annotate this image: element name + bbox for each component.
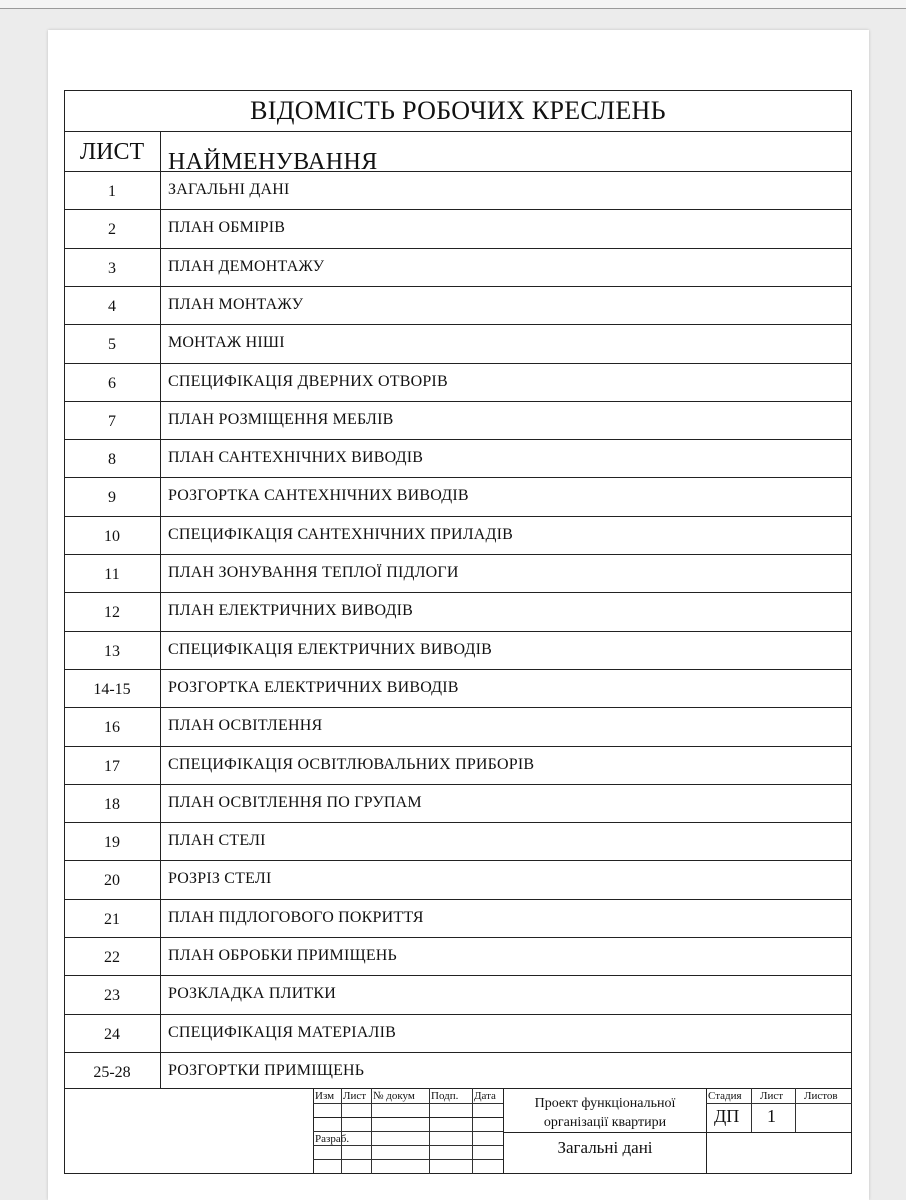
sheet-number: 10 [104, 527, 120, 545]
sheet-name: МОНТАЖ НІШІ [168, 334, 285, 352]
sheet-name: ЗАГАЛЬНІ ДАНІ [168, 181, 290, 198]
table-row [64, 631, 852, 669]
sheet-number: 5 [108, 336, 116, 354]
sheet-name: РОЗГОРТКИ ПРИМІЩЕНЬ [168, 1061, 365, 1079]
sheet-number: 22 [104, 949, 120, 966]
stamp-sheet-label: Лист [760, 1090, 784, 1102]
sheet-number: 14-15 [93, 680, 131, 698]
sheet-name: ПЛАН ОБРОБКИ ПРИМІЩЕНЬ [168, 947, 397, 964]
table-row [64, 592, 852, 630]
sheet-number: 13 [104, 642, 120, 660]
column-header-sheet: ЛИСТ [79, 138, 145, 165]
sheet-name: ПЛАН ЕЛЕКТРИЧНИХ ВИВОДІВ [168, 602, 414, 620]
sheet-number: 9 [108, 489, 116, 507]
project-name-line-2: організації квартири [543, 1115, 667, 1130]
sheet-number: 17 [104, 757, 120, 775]
sheet-name: РОЗГОРТКА ЕЛЕКТРИЧНИХ ВИВОДІВ [168, 678, 459, 696]
sheet-name: ПЛАН РОЗМІЩЕННЯ МЕБЛІВ [168, 410, 394, 428]
sheet-name: ПЛАН ОБМІРІВ [168, 219, 286, 237]
table-row [64, 286, 852, 324]
table-row [64, 171, 852, 209]
sheet-number: 11 [104, 566, 120, 583]
sheet-number: 1 [108, 183, 116, 200]
table-row [64, 439, 852, 477]
table-row [64, 477, 852, 515]
sheet-name: ПЛАН ОСВІТЛЕННЯ [168, 717, 323, 735]
table-row [64, 746, 852, 784]
table-row [64, 209, 852, 247]
viewer-top-bar [0, 0, 906, 9]
stamp-col-list: Лист [343, 1090, 367, 1102]
sheet-name: РОЗКЛАДКА ПЛИТКИ [168, 985, 337, 1003]
project-name [504, 1092, 706, 1134]
sheet-name: ПЛАН САНТЕХНІЧНИХ ВИВОДІВ [168, 449, 424, 467]
table-row [64, 401, 852, 439]
sheet-name: ПЛАН ЗОНУВАННЯ ТЕПЛОЇ ПІДЛОГИ [168, 564, 459, 581]
stamp-stage-value: ДП [714, 1106, 740, 1126]
sheet-number: 7 [108, 412, 116, 430]
stamp-developer-label: Разраб. [315, 1133, 350, 1145]
sheet-number: 24 [104, 1025, 120, 1043]
sheet-number: 19 [104, 834, 120, 852]
sheet-name: РОЗРІЗ СТЕЛІ [168, 870, 272, 888]
stamp-col-date: Дата [474, 1090, 496, 1102]
sheet-number: 16 [104, 719, 120, 737]
sheet-number: 18 [104, 795, 120, 813]
table-row [64, 975, 852, 1013]
sheet-name: ПЛАН ОСВІТЛЕННЯ ПО ГРУПАМ [168, 793, 422, 811]
sheet-name: СПЕЦИФІКАЦІЯ ЕЛЕКТРИЧНИХ ВИВОДІВ [168, 640, 492, 658]
table-row [64, 363, 852, 401]
table-row [64, 784, 852, 822]
table-row [64, 707, 852, 745]
sheet-number: 4 [108, 297, 116, 315]
table-row [64, 248, 852, 286]
sheet-name: РОЗГОРТКА САНТЕХНІЧНИХ ВИВОДІВ [168, 487, 469, 505]
sheet-number: 8 [108, 451, 116, 469]
sheet-number: 12 [104, 604, 120, 622]
table-row [64, 516, 852, 554]
sheet-name: СПЕЦИФІКАЦІЯ САНТЕХНІЧНИХ ПРИЛАДІВ [168, 525, 514, 543]
table-row [64, 899, 852, 937]
sheet-name: СПЕЦИФІКАЦІЯ ОСВІТЛЮВАЛЬНИХ ПРИБОРІВ [168, 755, 535, 773]
sheet-number: 23 [104, 987, 120, 1005]
column-header-name: НАЙМЕНУВАННЯ [168, 149, 378, 175]
sheet-name: ПЛАН ПІДЛОГОВОГО ПОКРИТТЯ [168, 908, 424, 926]
stamp-col-izm: Изм [315, 1090, 335, 1102]
table-row [64, 937, 852, 975]
table-row [64, 1014, 852, 1052]
document-title: ВІДОМІСТЬ РОБОЧИХ КРЕСЛЕНЬ [250, 96, 666, 125]
table-row [64, 669, 852, 707]
sheet-number: 2 [108, 221, 116, 239]
table-row [64, 1052, 852, 1090]
table-row [64, 324, 852, 362]
sheet-name: СПЕЦИФІКАЦІЯ МАТЕРІАЛІВ [168, 1023, 397, 1041]
sheet-number: 21 [104, 910, 120, 928]
sheet-name: СПЕЦИФІКАЦІЯ ДВЕРНИХ ОТВОРІВ [168, 372, 448, 390]
sheet-title: Загальні дані [557, 1138, 653, 1157]
sheet-number: 20 [104, 872, 120, 890]
table-row [64, 554, 852, 592]
stamp-sheet-value: 1 [767, 1106, 776, 1126]
sheet-name: ПЛАН ДЕМОНТАЖУ [168, 257, 325, 275]
sheet-number: 25-28 [93, 1063, 131, 1081]
sheet-number: 3 [108, 259, 116, 277]
table-row [64, 860, 852, 898]
stamp-stage-label: Стадия [708, 1090, 742, 1102]
stamp-sheets-label: Листов [804, 1090, 838, 1102]
sheet-name: ПЛАН СТЕЛІ [168, 832, 266, 850]
table-row [64, 822, 852, 860]
stamp-top-border [64, 1088, 852, 1089]
stamp-col-doc: № докум [373, 1090, 415, 1102]
stamp-col-sign: Подп. [431, 1090, 459, 1102]
sheet-name: ПЛАН МОНТАЖУ [168, 295, 304, 313]
sheet-number: 6 [108, 374, 116, 392]
project-name-line-1: Проект функціональної [534, 1096, 676, 1111]
